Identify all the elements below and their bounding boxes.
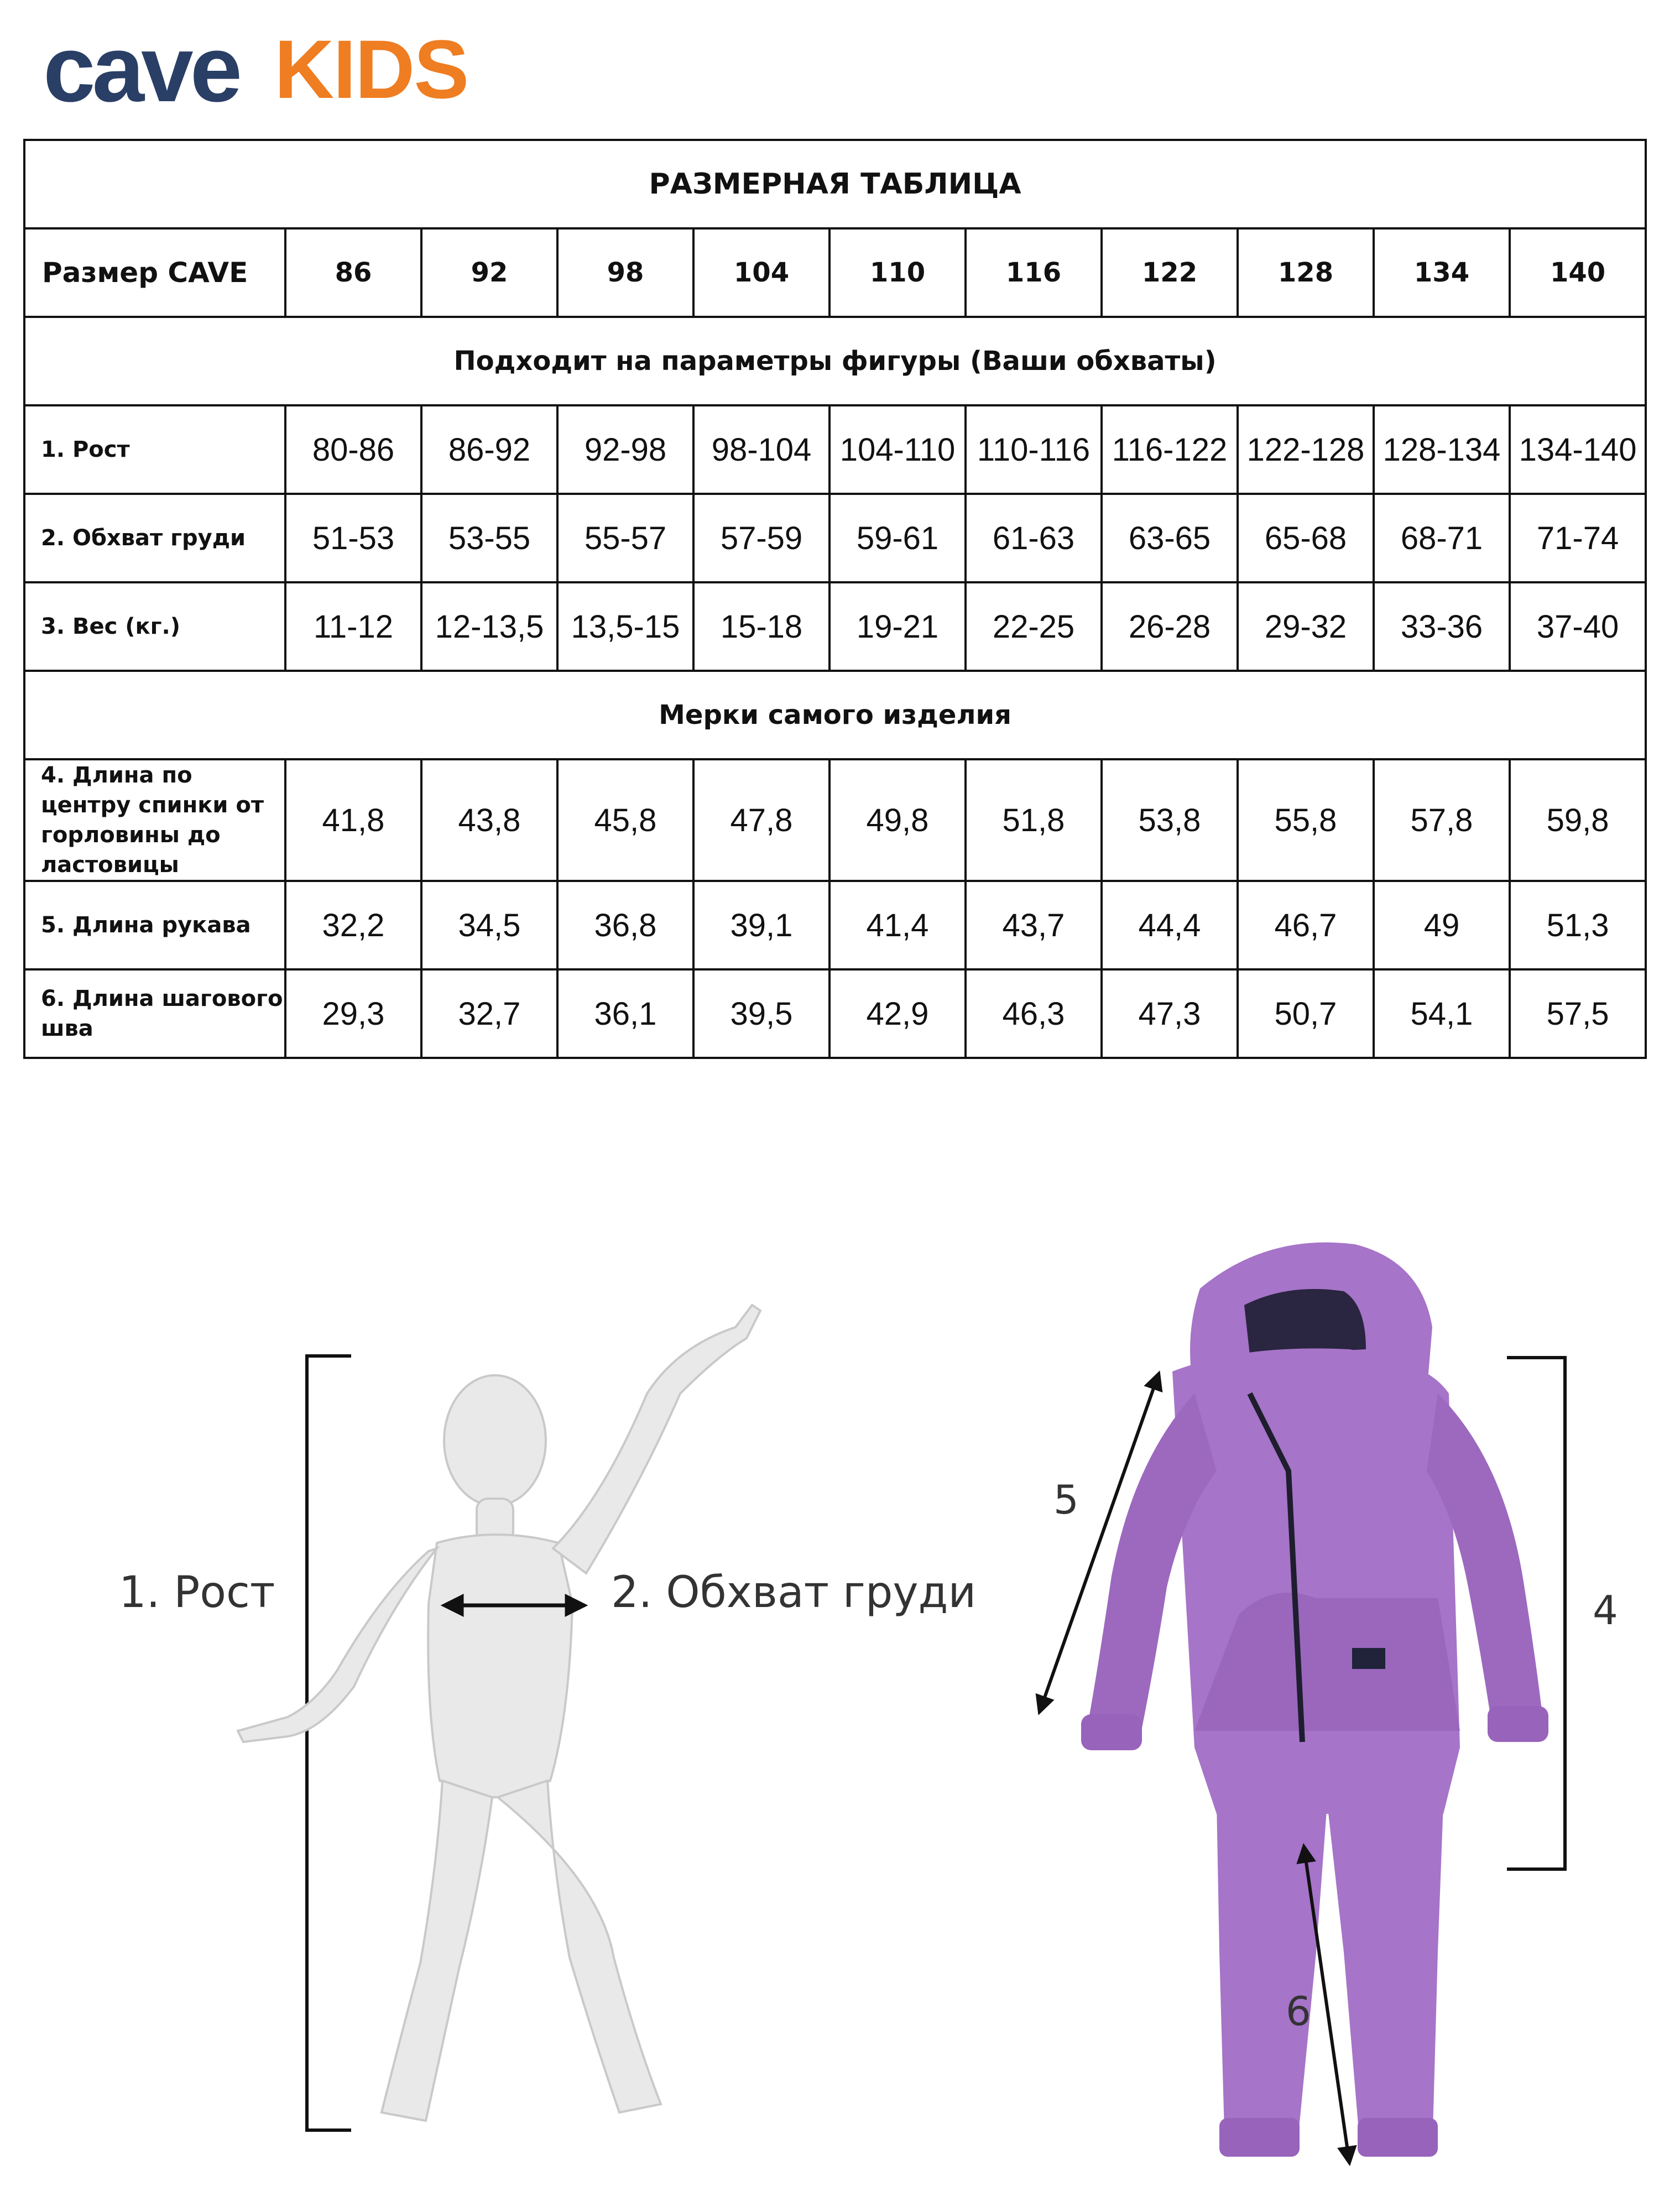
section-garment-heading: Мерки самого изделия	[24, 671, 1646, 759]
size-header-cell: 110	[830, 228, 966, 317]
table-title: РАЗМЕРНАЯ ТАБЛИЦА	[24, 140, 1646, 228]
size-header-cell: 92	[421, 228, 557, 317]
table-cell: 32,2	[285, 881, 421, 969]
table-cell: 50,7	[1238, 969, 1374, 1058]
size-header-cell: 98	[557, 228, 693, 317]
section-body-heading: Подходит на параметры фигуры (Ваши обхваты)	[24, 317, 1646, 405]
table-cell: 41,8	[285, 759, 421, 881]
row-label: 4. Длина по центру спинки от горловины до ластовицы	[24, 759, 285, 881]
table-cell: 11-12	[285, 582, 421, 671]
table-cell: 92-98	[557, 405, 693, 494]
size-header-cell: 140	[1510, 228, 1646, 317]
table-cell: 33-36	[1374, 582, 1510, 671]
table-row-back-length	[24, 759, 1646, 881]
size-label: Размер CAVE	[24, 228, 285, 317]
table-cell: 122-128	[1238, 405, 1374, 494]
table-cell: 57,5	[1510, 969, 1646, 1058]
size-header-row	[24, 228, 1646, 317]
table-cell: 134-140	[1510, 405, 1646, 494]
table-cell: 44,4	[1102, 881, 1238, 969]
table-cell: 39,5	[693, 969, 830, 1058]
table-cell: 32,7	[421, 969, 557, 1058]
row-label: 6. Длина шагового шва	[24, 969, 285, 1058]
table-cell: 34,5	[421, 881, 557, 969]
table-row-inseam	[24, 969, 1646, 1058]
table-cell: 55-57	[557, 494, 693, 582]
table-cell: 51-53	[285, 494, 421, 582]
table-cell: 41,4	[830, 881, 966, 969]
table-cell: 53,8	[1102, 759, 1238, 881]
table-cell: 47,3	[1102, 969, 1238, 1058]
marker-5: 5	[1053, 1477, 1079, 1523]
table-cell: 36,1	[557, 969, 693, 1058]
chest-label: 2. Обхват груди	[611, 1568, 977, 1618]
table-cell: 26-28	[1102, 582, 1238, 671]
height-bracket	[307, 1356, 351, 2130]
table-cell: 98-104	[693, 405, 830, 494]
brand-name-kids: KIDS	[274, 23, 468, 116]
table-cell: 110-116	[966, 405, 1102, 494]
table-cell: 42,9	[830, 969, 966, 1058]
row-label: 1. Рост	[24, 405, 285, 494]
table-cell: 59-61	[830, 494, 966, 582]
hooded-jumpsuit-icon	[1081, 1243, 1548, 2157]
table-cell: 54,1	[1374, 969, 1510, 1058]
table-cell: 49	[1374, 881, 1510, 969]
table-cell: 68-71	[1374, 494, 1510, 582]
row-label: 3. Вес (кг.)	[24, 582, 285, 671]
table-cell: 53-55	[421, 494, 557, 582]
marker-4: 4	[1593, 1587, 1618, 1634]
table-cell: 80-86	[285, 405, 421, 494]
table-cell: 86-92	[421, 405, 557, 494]
table-cell: 13,5-15	[557, 582, 693, 671]
table-cell: 116-122	[1102, 405, 1238, 494]
table-cell: 128-134	[1374, 405, 1510, 494]
table-cell: 46,7	[1238, 881, 1374, 969]
table-cell: 29-32	[1238, 582, 1374, 671]
table-cell: 15-18	[693, 582, 830, 671]
table-cell: 104-110	[830, 405, 966, 494]
illustration-canvas	[0, 1161, 1659, 2212]
size-header-cell: 122	[1102, 228, 1238, 317]
table-cell: 19-21	[830, 582, 966, 671]
measurement-illustrations	[0, 1161, 1659, 2212]
table-cell: 51,8	[966, 759, 1102, 881]
size-table	[23, 139, 1647, 1059]
table-cell: 29,3	[285, 969, 421, 1058]
size-header-cell: 134	[1374, 228, 1510, 317]
table-cell: 61-63	[966, 494, 1102, 582]
table-row-weight	[24, 582, 1646, 671]
size-header-cell: 128	[1238, 228, 1374, 317]
table-cell: 49,8	[830, 759, 966, 881]
brand-name-cave: cave	[43, 17, 239, 122]
table-cell: 12-13,5	[421, 582, 557, 671]
table-cell: 45,8	[557, 759, 693, 881]
row-label: 5. Длина рукава	[24, 881, 285, 969]
table-row-height	[24, 405, 1646, 494]
size-header-cell: 104	[693, 228, 830, 317]
table-cell: 59,8	[1510, 759, 1646, 881]
height-label: 1. Рост	[119, 1568, 275, 1618]
table-cell: 22-25	[966, 582, 1102, 671]
table-cell: 47,8	[693, 759, 830, 881]
table-cell: 43,8	[421, 759, 557, 881]
table-row-sleeve-length	[24, 881, 1646, 969]
table-cell: 39,1	[693, 881, 830, 969]
row-label: 2. Обхват груди	[24, 494, 285, 582]
table-cell: 55,8	[1238, 759, 1374, 881]
table-cell: 71-74	[1510, 494, 1646, 582]
table-cell: 37-40	[1510, 582, 1646, 671]
table-cell: 57-59	[693, 494, 830, 582]
marker-6: 6	[1286, 1988, 1311, 2034]
table-row-chest	[24, 494, 1646, 582]
table-cell: 63-65	[1102, 494, 1238, 582]
table-cell: 46,3	[966, 969, 1102, 1058]
table-cell: 65-68	[1238, 494, 1374, 582]
size-header-cell: 86	[285, 228, 421, 317]
size-header-cell: 116	[966, 228, 1102, 317]
table-cell: 57,8	[1374, 759, 1510, 881]
table-cell: 43,7	[966, 881, 1102, 969]
table-cell: 36,8	[557, 881, 693, 969]
child-mannequin-icon	[238, 1305, 760, 2121]
table-cell: 51,3	[1510, 881, 1646, 969]
